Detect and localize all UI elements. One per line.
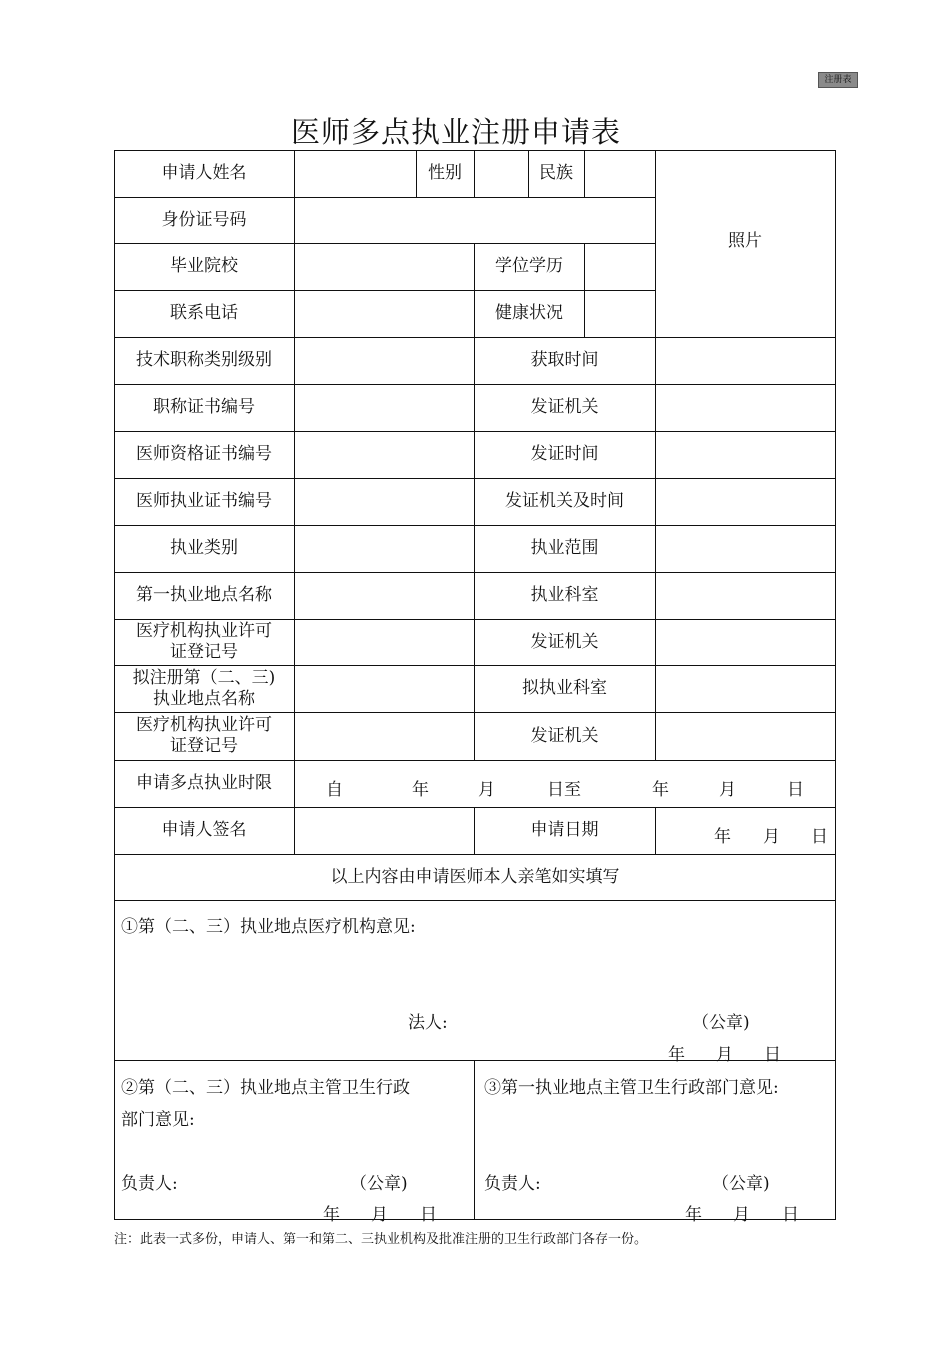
issuer-field[interactable] bbox=[656, 712, 835, 760]
opinion2-label-line1: ②第（二、三）执业地点主管卫生行政 bbox=[121, 1078, 410, 1098]
ethnicity-field[interactable] bbox=[585, 150, 655, 197]
issue-time-field[interactable] bbox=[656, 431, 835, 478]
date-month: 月 bbox=[733, 1205, 750, 1225]
opinion3-section[interactable] bbox=[475, 1061, 835, 1225]
date-day: 日 bbox=[782, 1205, 799, 1225]
license-reg-no-label-line1: 医疗机构执业许可 bbox=[136, 715, 272, 735]
title-level-label: 技术职称类别级别 bbox=[136, 350, 272, 370]
planned-site-field[interactable] bbox=[295, 665, 474, 712]
title-cert-no-field[interactable] bbox=[295, 384, 474, 431]
practice-cert-no-field[interactable] bbox=[295, 478, 474, 525]
date-year: 年 bbox=[685, 1205, 702, 1225]
date-month: 月 bbox=[371, 1205, 388, 1225]
responsible-label: 负责人: bbox=[121, 1174, 178, 1194]
planned-site-label-line1: 拟注册第（二、三) bbox=[132, 667, 276, 688]
applicant-name-field[interactable] bbox=[295, 150, 416, 197]
license-reg-no-label-line1: 医疗机构执业许可 bbox=[136, 621, 272, 641]
photo-label: 照片 bbox=[728, 230, 762, 251]
practice-dept-label: 执业科室 bbox=[530, 585, 599, 605]
issuer-label: 发证机关 bbox=[530, 725, 599, 746]
qual-cert-no-label: 医师资格证书编号 bbox=[136, 444, 272, 464]
signature-field[interactable] bbox=[295, 807, 474, 854]
period-field[interactable] bbox=[295, 760, 835, 807]
responsible-label: 负责人: bbox=[484, 1174, 541, 1194]
issuer-field[interactable] bbox=[656, 384, 835, 431]
date-month: 月 bbox=[716, 1045, 733, 1065]
opinion1-section[interactable] bbox=[115, 901, 835, 1065]
issue-time-label: 发证时间 bbox=[530, 444, 599, 464]
planned-site-label-line2: 执业地点名称 bbox=[153, 688, 255, 709]
opinion2-section[interactable] bbox=[115, 1061, 474, 1225]
period-month-start: 月 bbox=[478, 780, 495, 800]
title-cert-no-label: 职称证书编号 bbox=[153, 397, 255, 417]
table-line bbox=[835, 150, 836, 1220]
seal-label: （公章) bbox=[712, 1174, 770, 1194]
corner-tag: 注册表 bbox=[818, 72, 858, 88]
issuer-label: 发证机关 bbox=[530, 631, 599, 652]
practice-dept-field[interactable] bbox=[656, 572, 835, 619]
license-reg-no-label bbox=[114, 712, 294, 760]
period-year-start: 年 bbox=[412, 780, 429, 800]
license-reg-no-label-line2: 证登记号 bbox=[170, 736, 238, 756]
first-site-name-label: 第一执业地点名称 bbox=[136, 585, 272, 605]
date-day: 日 bbox=[764, 1045, 781, 1065]
issuer-label: 发证机关 bbox=[530, 397, 599, 417]
period-day-to: 日至 bbox=[547, 780, 581, 800]
gender-field[interactable] bbox=[475, 150, 528, 197]
seal-label: （公章) bbox=[350, 1174, 408, 1194]
signature-label: 申请人签名 bbox=[161, 820, 247, 840]
gender-label: 性别 bbox=[428, 163, 462, 183]
license-reg-no-label bbox=[114, 619, 294, 665]
planned-site-label bbox=[114, 665, 294, 712]
school-field[interactable] bbox=[295, 243, 474, 290]
date-day: 日 bbox=[420, 1205, 437, 1225]
practice-type-field[interactable] bbox=[295, 525, 474, 572]
applicant-name-label: 申请人姓名 bbox=[161, 163, 247, 183]
page-title: 医师多点执业注册申请表 bbox=[290, 115, 621, 149]
period-year-end: 年 bbox=[652, 780, 669, 800]
id-number-label: 身份证号码 bbox=[161, 209, 247, 230]
legal-person-label: 法人: bbox=[408, 1013, 448, 1033]
table-line bbox=[114, 1219, 836, 1220]
issuer-field[interactable] bbox=[656, 619, 835, 665]
period-day-end: 日 bbox=[787, 780, 804, 800]
title-level-field[interactable] bbox=[295, 337, 474, 384]
apply-date-day: 日 bbox=[811, 827, 828, 847]
phone-field[interactable] bbox=[295, 290, 474, 337]
period-label: 申请多点执业时限 bbox=[136, 773, 272, 793]
practice-scope-field[interactable] bbox=[656, 525, 835, 572]
photo-box[interactable] bbox=[655, 150, 835, 337]
date-year: 年 bbox=[323, 1205, 340, 1225]
ethnicity-label: 民族 bbox=[539, 163, 573, 183]
school-label: 毕业院校 bbox=[170, 256, 238, 276]
qual-cert-no-field[interactable] bbox=[295, 431, 474, 478]
footnote: 注：此表一式多份，申请人、第一和第二、三执业机构及批准注册的卫生行政部门各存一份。 bbox=[114, 1232, 648, 1247]
degree-label: 学位学历 bbox=[495, 256, 563, 276]
license-reg-no-field[interactable] bbox=[295, 619, 474, 665]
practice-type-label: 执业类别 bbox=[170, 538, 238, 558]
period-from: 自 bbox=[326, 780, 343, 800]
planned-dept-label: 拟执业科室 bbox=[522, 678, 607, 698]
handwrite-note: 以上内容由申请医师本人亲笔如实填写 bbox=[330, 866, 620, 887]
first-site-name-field[interactable] bbox=[295, 572, 474, 619]
apply-date-label: 申请日期 bbox=[530, 820, 599, 840]
date-year: 年 bbox=[668, 1045, 685, 1065]
license-reg-no-label-line2: 证登记号 bbox=[170, 642, 238, 662]
apply-date-month: 月 bbox=[763, 827, 780, 847]
issuer-and-time-label: 发证机关及时间 bbox=[505, 491, 624, 511]
health-label: 健康状况 bbox=[495, 303, 563, 323]
practice-cert-no-label: 医师执业证书编号 bbox=[136, 491, 272, 511]
opinion1-label: ①第（二、三）执业地点医疗机构意见: bbox=[121, 917, 416, 937]
license-reg-no-field[interactable] bbox=[295, 712, 474, 760]
obtain-time-field[interactable] bbox=[656, 337, 835, 384]
degree-field[interactable] bbox=[585, 243, 655, 290]
practice-scope-label: 执业范围 bbox=[530, 538, 599, 558]
id-number-field[interactable] bbox=[295, 197, 655, 243]
opinion3-label: ③第一执业地点主管卫生行政部门意见: bbox=[484, 1078, 779, 1098]
period-month-end: 月 bbox=[719, 780, 736, 800]
opinion2-label-line2: 部门意见: bbox=[121, 1110, 195, 1130]
phone-label: 联系电话 bbox=[170, 303, 238, 323]
health-field[interactable] bbox=[585, 290, 655, 337]
seal-label: （公章) bbox=[692, 1013, 750, 1033]
apply-date-field[interactable] bbox=[656, 807, 835, 854]
issuer-and-time-field[interactable] bbox=[656, 478, 835, 525]
obtain-time-label: 获取时间 bbox=[530, 350, 599, 370]
apply-date-year: 年 bbox=[714, 827, 731, 847]
planned-dept-field[interactable] bbox=[656, 665, 835, 712]
